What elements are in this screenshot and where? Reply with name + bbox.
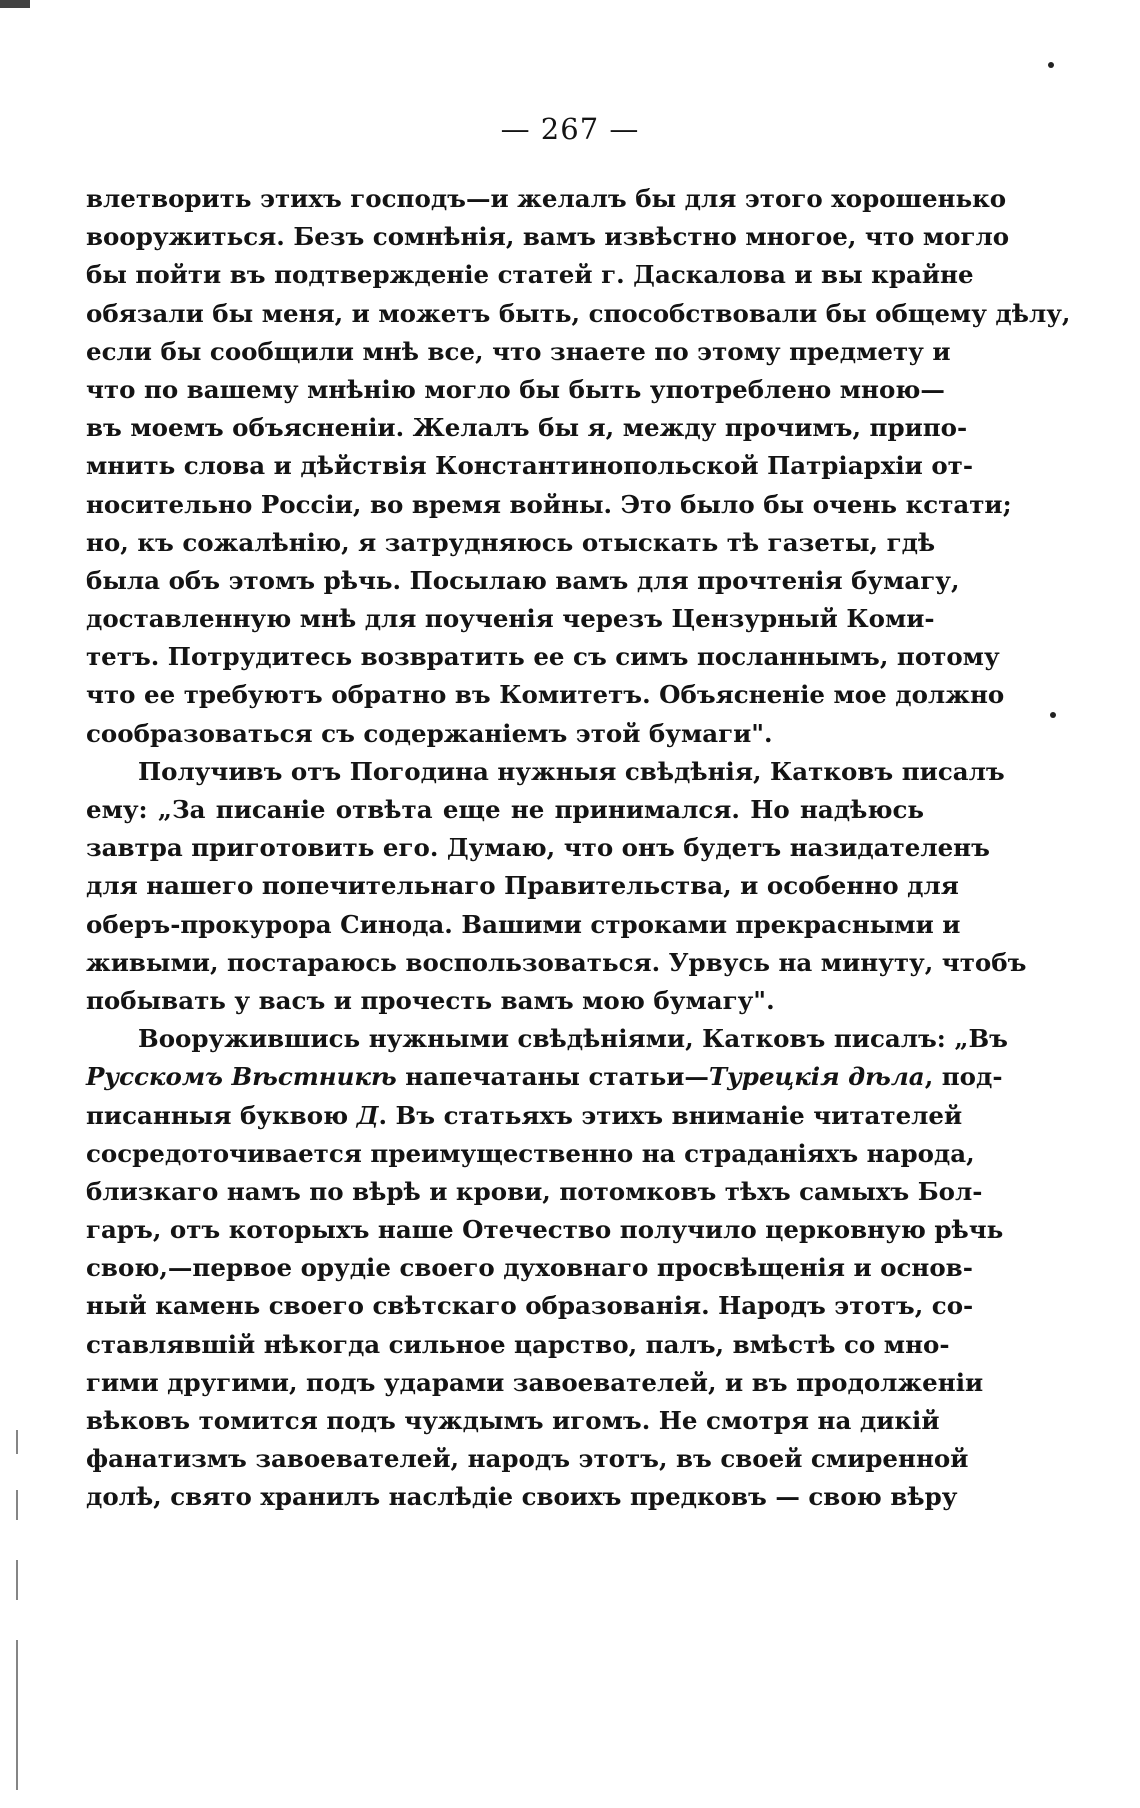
text-fragment: писанныя буквою [86,1100,357,1130]
text-fragment: напечатаны статьи— [396,1062,709,1092]
text-line: близкаго намъ по вѣрѣ и крови, потомковъ тѣхъ самыхъ Бол- [86,1176,983,1206]
text-fragment: . Въ статьяхъ этихъ вниманіе читателей [378,1100,963,1130]
text-line: свою,—первое орудіе своего духовнаго просвѣщенія и основ- [86,1253,973,1283]
page-number: — 267 — [500,112,640,146]
scan-artifact-dot [1050,712,1056,718]
text-line: ный камень своего свѣтскаго образованія. Народъ этотъ, со- [86,1291,974,1321]
text-line: носительно Россіи, во время войны. Это было бы очень кстати; [86,489,1012,519]
text-line: тетъ. Потрудитесь возвратить ее съ симъ посланнымъ, потому [86,642,1000,672]
text-line: Получивъ отъ Погодина нужныя свѣдѣнія, Катковъ писалъ [138,756,1005,786]
text-line: обязали бы меня, и можетъ быть, способствовали бы общему дѣлу, [86,298,1071,328]
text-fragment: , под- [924,1062,1003,1092]
text-line [86,1097,963,1135]
text-line: въ моемъ объясненіи. Желалъ бы я, между прочимъ, припо- [86,413,968,443]
text-line: бы пойти въ подтвержденіе статей г. Даскалова и вы крайне [86,260,974,290]
text-line: долѣ, свято хранилъ наслѣдіе своихъ предковъ — свою вѣру [86,1482,958,1512]
text-line: если бы сообщили мнѣ все, что знаете по этому предмету и [86,336,951,366]
text-line: живыми, постараюсь воспользоваться. Урвусь на минуту, чтобъ [86,947,1027,977]
text-line: гими другими, подъ ударами завоевателей, и въ продолженіи [86,1367,984,1397]
text-line: ставлявшій нѣкогда сильное царство, палъ, вмѣстѣ со мно- [86,1329,950,1359]
scan-artifact-mark [0,0,30,8]
text-line: доставленную мнѣ для поученія черезъ Цензурный Коми- [86,604,935,634]
scan-artifact-edge [16,1560,18,1600]
text-line: что ее требуютъ обратно въ Комитетъ. Объясненіе мое должно [86,680,1005,710]
scan-artifact-edge [16,1640,18,1790]
scan-artifact-dot [1048,62,1054,68]
text-line: но, къ сожалѣнію, я затрудняюсь отыскать тѣ газеты, гдѣ [86,527,936,557]
text-line [86,1058,1003,1096]
text-line: сосредоточивается преимущественно на страданіяхъ народа, [86,1138,975,1168]
text-line: была объ этомъ рѣчь. Посылаю вамъ для прочтенія бумагу, [86,565,960,595]
text-line: для нашего попечительнаго Правительства, и особенно для [86,871,959,901]
text-line: вѣковъ томится подъ чуждымъ игомъ. Не смотря на дикій [86,1406,940,1435]
article-title: Турецкія дѣла [708,1062,925,1092]
scan-artifact-edge [16,1430,18,1454]
journal-title: Русскомъ Вѣстникѣ [86,1062,397,1092]
scan-artifact-edge [16,1490,18,1520]
page-body-text [86,180,1071,1517]
text-line: мнить слова и дѣйствія Константинопольской Патріархіи от- [86,451,974,481]
text-line: вооружиться. Безъ сомнѣнія, вамъ извѣстно многое, что могло [86,222,1010,252]
text-line: Вооружившись нужными свѣдѣніями, Катковъ писалъ: „Въ [138,1024,1008,1054]
text-line: фанатизмъ завоевателей, народъ этотъ, въ своей смиренной [86,1444,969,1474]
text-line: что по вашему мнѣнію могло бы быть употреблено мною— [86,374,945,404]
text-line: влетворить этихъ господъ—и желалъ бы для этого хорошенько [86,184,1007,213]
text-line: ему: „За писаніе отвѣта еще не принимался. Но надѣюсь [86,795,924,824]
text-line: сообразоваться съ содержаніемъ этой бумаги". [86,718,773,748]
text-line: гаръ, отъ которыхъ наше Отечество получило церковную рѣчь [86,1215,1004,1245]
text-line: оберъ-прокурора Синода. Вашими строками прекрасными и [86,909,961,939]
text-line: побывать у васъ и прочесть вамъ мою бумагу". [86,985,775,1015]
signature-letter: Д [356,1100,379,1130]
text-line: завтра приготовить его. Думаю, что онъ будетъ назидателенъ [86,833,990,863]
